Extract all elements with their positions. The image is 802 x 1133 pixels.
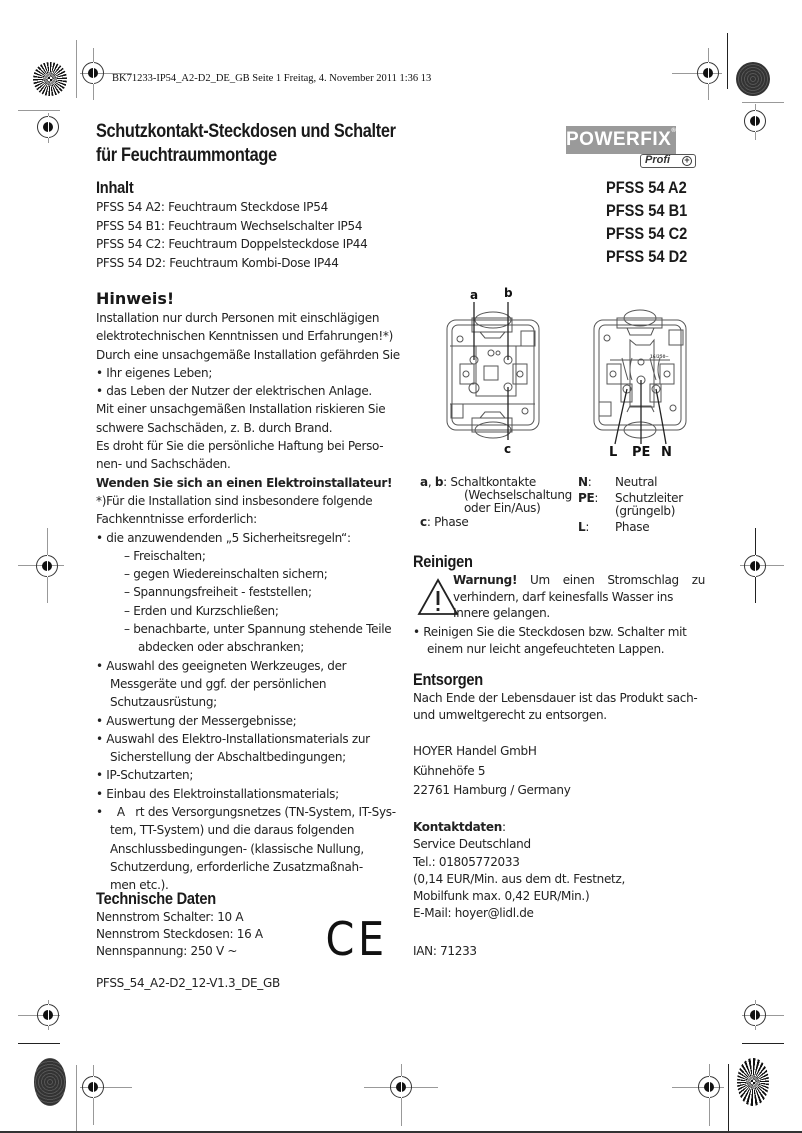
text-line: Es droht für Sie die persönliche Haftung bei Perso- bbox=[96, 439, 384, 454]
reinigen-section bbox=[413, 552, 705, 658]
label-a: a bbox=[470, 288, 479, 302]
company-name: HOYER Handel GmbH bbox=[413, 744, 537, 758]
registration-mark-icon bbox=[36, 555, 58, 577]
logo-text: POWERFIX bbox=[566, 129, 672, 150]
bullet-item: • A rt des Versorgungsnetzes (TN-System, IT-Sys- bbox=[96, 805, 396, 820]
warning-label: Warnung! bbox=[453, 573, 518, 587]
registration-mark-icon bbox=[744, 555, 766, 577]
bullet-item: • IP-Schutzarten; bbox=[96, 768, 194, 783]
text-line: Fachkenntnisse erforderlich: bbox=[96, 512, 257, 527]
bullet-continuation: Anschlussbedingungen- (klassische Nullung, bbox=[110, 841, 364, 856]
powerfix-logo bbox=[566, 126, 676, 154]
legend-item-pe bbox=[578, 492, 698, 521]
callout-text: Wenden Sie sich an einen Elektroinstallateur! bbox=[96, 475, 393, 490]
spec-line: Nennspannung: 250 V ~ bbox=[96, 944, 238, 958]
bullet-continuation: Schutzerdung, erforderliche Zusatzmaßnah- bbox=[110, 859, 363, 874]
rating-text: 16/250~ bbox=[650, 354, 669, 359]
hinweis-section bbox=[96, 289, 398, 895]
label-c: c bbox=[504, 442, 512, 456]
legend-key: N bbox=[578, 475, 588, 489]
legend-text: Phase bbox=[615, 520, 650, 534]
profi-badge bbox=[640, 154, 696, 168]
rule-item: – Spannungsfreiheit - feststellen; bbox=[124, 585, 312, 600]
label-pe: PE bbox=[632, 445, 651, 460]
address-block bbox=[413, 742, 571, 801]
legend-text: oder Ein/Aus) bbox=[464, 501, 541, 515]
color-wheel-mark-icon bbox=[34, 1058, 66, 1106]
tech-data-list bbox=[96, 909, 336, 960]
bullet-continuation: einem nur leicht angefeuchteten Lappen. bbox=[427, 642, 665, 656]
bullet-item: • Auswertung der Messergebnisse; bbox=[96, 713, 297, 728]
registration-mark-icon bbox=[390, 1076, 412, 1098]
entsorgen-heading: Entsorgen bbox=[413, 670, 483, 689]
legend-key: c bbox=[420, 515, 427, 529]
hinweis-body bbox=[96, 309, 398, 895]
profi-text: Profi bbox=[645, 154, 671, 166]
bullet-item: • Ihr eigenes Leben; bbox=[96, 365, 213, 380]
spec-line: Nennstrom Steckdosen: 16 A bbox=[96, 927, 263, 941]
color-wheel-mark-icon bbox=[737, 1058, 769, 1106]
text-line: Mit einer unsachgemäßen Installation riskieren Sie bbox=[96, 402, 386, 417]
spec-line: Nennstrom Schalter: 10 A bbox=[96, 910, 244, 924]
ce-mark-icon: CE bbox=[325, 912, 388, 966]
crop-line bbox=[76, 40, 77, 98]
text-line: Innere gelangen. bbox=[453, 606, 550, 620]
title-line-1: Schutzkontakt-Steckdosen und Schalter bbox=[96, 121, 396, 142]
rule-item: abdecken oder abschranken; bbox=[138, 640, 305, 655]
color-wheel-mark-icon bbox=[736, 62, 770, 96]
color-wheel-mark-icon bbox=[33, 62, 67, 96]
legend-sep: : bbox=[426, 515, 435, 529]
city: 22761 Hamburg / Germany bbox=[413, 783, 571, 797]
model-item: PFSS 54 D2 bbox=[606, 247, 688, 266]
text-line: Um einen Stromschlag zu bbox=[517, 573, 705, 587]
inhalt-section bbox=[96, 178, 406, 272]
inhalt-item: PFSS 54 D2: Feuchtraum Kombi-Dose IP44 bbox=[96, 255, 339, 270]
document-code: PFSS_54_A2-D2_12-V1.3_DE_GB bbox=[96, 976, 280, 990]
text-line: Installation nur durch Personen mit einschlägigen bbox=[96, 311, 380, 325]
model-item: PFSS 54 C2 bbox=[606, 224, 688, 243]
legend-sep: , bbox=[427, 475, 435, 489]
legend-text: Phase bbox=[434, 515, 469, 529]
registration-mark-icon bbox=[82, 1076, 104, 1098]
bullet-item: • Reinigen Sie die Steckdosen bzw. Schalter mit bbox=[413, 625, 687, 639]
text-line: Nach Ende der Lebensdauer ist das Produkt sach- bbox=[413, 691, 698, 705]
registration-mark-icon bbox=[744, 1004, 766, 1026]
registered-mark: ® bbox=[671, 128, 677, 134]
inhalt-item: PFSS 54 A2: Feuchtraum Steckdose IP54 bbox=[96, 200, 328, 214]
bullet-continuation: Messgeräte und ggf. der persönlichen bbox=[110, 676, 327, 691]
crop-line bbox=[728, 1064, 729, 1133]
text-line: elektrotechnischen Kenntnissen und Erfahrungen!*) bbox=[96, 329, 393, 344]
bullet-item: • die anzuwendenden „5 Sicherheitsregeln“: bbox=[96, 530, 351, 545]
legend-text: Schutzleiter bbox=[615, 491, 683, 505]
technische-daten-heading: Technische Daten bbox=[96, 889, 216, 908]
reinigen-bullets bbox=[413, 624, 705, 658]
legend-sep: : bbox=[443, 475, 451, 489]
rule-item: – Freischalten; bbox=[124, 548, 206, 563]
registration-mark-icon bbox=[37, 116, 59, 138]
warning-text bbox=[453, 572, 705, 622]
bullet-item: • Auswahl des Elektro-Installationsmaterials zur bbox=[96, 731, 370, 746]
ian-number: IAN: 71233 bbox=[413, 944, 477, 958]
bullet-continuation: Sicherstellung der Abschaltbedingungen; bbox=[110, 750, 346, 765]
diagram-legend-right bbox=[578, 476, 698, 537]
rate-note: Mobilfunk max. 0,42 EUR/Min.) bbox=[413, 889, 590, 904]
crop-line bbox=[18, 1043, 60, 1044]
crop-line bbox=[76, 1065, 77, 1133]
label-b: b bbox=[504, 286, 513, 300]
legend-sep: : bbox=[587, 475, 592, 489]
label-l: L bbox=[609, 445, 618, 460]
legend-sep: : bbox=[594, 491, 599, 505]
legend-item-n bbox=[578, 476, 698, 492]
text-line: nen- und Sachschäden. bbox=[96, 457, 231, 472]
label-n: N bbox=[661, 445, 672, 460]
street: Kühnehöfe 5 bbox=[413, 763, 486, 778]
legend-text: (grüngelb) bbox=[615, 504, 676, 518]
kontakt-section bbox=[413, 819, 625, 923]
rate-note: (0,14 EUR/Min. aus dem dt. Festnetz, bbox=[413, 871, 625, 886]
legend-text: Neutral bbox=[615, 475, 658, 489]
wiring-diagram bbox=[410, 280, 710, 460]
phone-number: Tel.: 01805772033 bbox=[413, 854, 520, 869]
text-line: verhindern, darf keinesfalls Wasser ins bbox=[453, 589, 674, 604]
crop-line bbox=[18, 110, 60, 111]
entsorgen-body bbox=[413, 690, 705, 724]
hinweis-heading: Hinweis! bbox=[96, 289, 175, 308]
bullet-continuation: tem, TT-System) und die daraus folgenden bbox=[110, 823, 355, 838]
switch-leader-lines bbox=[474, 302, 508, 440]
legend-key: a bbox=[420, 475, 428, 489]
legend-text: Schaltkontakte bbox=[450, 475, 536, 489]
inhalt-heading: Inhalt bbox=[96, 178, 134, 197]
bullet-item: • Auswahl des geeigneten Werkzeuges, der bbox=[96, 658, 347, 673]
registration-mark-icon bbox=[37, 1004, 59, 1026]
inhalt-item: PFSS 54 B1: Feuchtraum Wechselschalter IP54 bbox=[96, 218, 363, 233]
inhalt-list bbox=[96, 198, 406, 272]
legend-key: PE bbox=[578, 491, 595, 505]
bullet-item: • das Leben der Nutzer der elektrischen Anlage. bbox=[96, 384, 372, 399]
model-item: PFSS 54 A2 bbox=[606, 178, 687, 197]
text-line: schwere Sachschäden, z. B. durch Brand. bbox=[96, 420, 333, 435]
bullet-item: • Einbau des Elektroinstallationsmaterials; bbox=[96, 786, 339, 801]
text-line: und umweltgerecht zu entsorgen. bbox=[413, 708, 607, 722]
crop-line bbox=[742, 102, 784, 103]
registration-mark-icon bbox=[82, 62, 104, 84]
print-header: BK71233-IP54_A2-D2_DE_GB Seite 1 Freitag, 4. November 2011 1:36 13 bbox=[112, 73, 432, 84]
legend-item-c bbox=[420, 516, 590, 529]
rule-item: – benachbarte, unter Spannung stehende Teile bbox=[124, 622, 392, 637]
crop-line bbox=[727, 33, 728, 89]
crop-line bbox=[742, 1043, 784, 1044]
legend-item-l bbox=[578, 521, 698, 537]
rule-item: – Erden und Kurzschließen; bbox=[124, 603, 279, 618]
registration-mark-icon bbox=[698, 1076, 720, 1098]
model-item: PFSS 54 B1 bbox=[606, 201, 688, 220]
page-title bbox=[96, 120, 396, 168]
legend-sep: : bbox=[585, 520, 590, 534]
colon: : bbox=[501, 820, 506, 834]
technische-daten-section bbox=[96, 889, 336, 960]
title-line-2: für Feuchtraummontage bbox=[96, 145, 277, 166]
socket-diagram bbox=[594, 310, 686, 438]
text-line: Durch eine unsachgemäße Installation gefährden Sie bbox=[96, 347, 400, 362]
reinigen-heading: Reinigen bbox=[413, 552, 473, 571]
legend-text: (Wechselschaltung bbox=[464, 488, 572, 502]
bullet-continuation: Schutzausrüstung; bbox=[110, 695, 217, 710]
plus-circle-icon: + bbox=[682, 156, 692, 166]
rule-item: – gegen Wiedereinschalten sichern; bbox=[124, 567, 328, 582]
email: E-Mail: hoyer@lidl.de bbox=[413, 906, 534, 921]
entsorgen-section bbox=[413, 670, 705, 724]
model-list bbox=[606, 176, 687, 268]
inhalt-item: PFSS 54 C2: Feuchtraum Doppelsteckdose IP44 bbox=[96, 237, 368, 251]
legend-key: b bbox=[434, 475, 444, 489]
switch-diagram bbox=[447, 312, 539, 438]
registration-mark-icon bbox=[744, 110, 766, 132]
warning-block bbox=[413, 572, 705, 624]
legend-key: L bbox=[578, 520, 586, 534]
registration-mark-icon bbox=[697, 62, 719, 84]
diagram-legend-left bbox=[420, 476, 590, 529]
service-name: Service Deutschland bbox=[413, 837, 531, 852]
text-line: *)Für die Installation sind insbesondere folgende bbox=[96, 493, 373, 508]
bullet-continuation: men etc.). bbox=[110, 878, 169, 893]
kontakt-heading: Kontaktdaten bbox=[413, 820, 502, 834]
